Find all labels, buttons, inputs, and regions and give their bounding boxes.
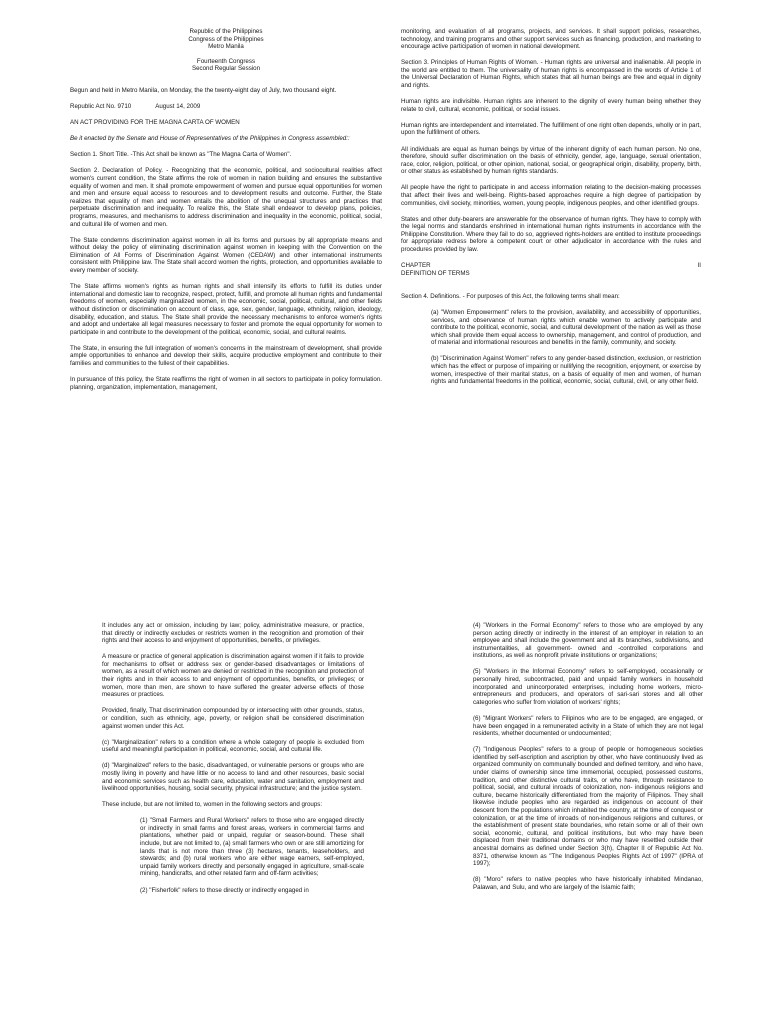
page1-right-column	[401, 28, 701, 394]
header-line: Congress of the Philippines	[188, 35, 264, 43]
paragraph-indivisible: Human rights are indivisible. Human rights are inherent to the dignity of every human being whether they relate to civil, cultural, economic, political, or social issues.	[401, 98, 701, 113]
header-line: Republic of the Philippines	[189, 28, 263, 35]
enacting-clause: Be it enacted by the Senate and House of Representatives of the Philippines in Congress assembled::	[70, 135, 350, 143]
document-page-2	[0, 600, 768, 1024]
paragraph-pursuance: In pursuance of this policy, the State reaffirms the right of women in all sectors to participate in policy formulation. planning, organization, implementation, management,	[70, 376, 382, 391]
page2-left-column	[102, 622, 364, 903]
header-line: Metro Manila	[208, 43, 244, 51]
page-gap	[0, 572, 768, 600]
paragraph: Provided, finally, That discrimination compounded by or intersecting with other grounds, status, or condition, such as ethnicity, age, poverty, or religion shall be considered discrimination against women under this Act.	[102, 707, 364, 730]
definition-d: (d) "Marginalized" refers to the basic, disadvantaged, or vulnerable persons or groups who are mostly living in poverty and have little or no access to land and other resources, basic social and economic services such as health care, education, water and sanitation, employment and livelihood opportunities, housing, social security, physical infrastructure; and the justice system.	[102, 762, 364, 793]
paragraph-accountable: States and other duty-bearers are answerable for the observance of human rights. They have to comply with the legal norms and standards enshrined in international human rights instruments in accordance with the Philippine Constitution. Where they fail to do so, aggrieved rights-holders are entitled to institute proceedings for appropriate redress before a competent court or other adjudicator in accordance with the rules and procedures provided by law.	[401, 215, 701, 254]
section-3: Section 3. Principles of Human Rights of Women. - Human rights are universal and inalienable. All people in the world are entitled to them. The universality of human rights is encompassed in the words of Article 1 of the Universal Declaration of Human Rights, which states that all human beings are free and equal in dignity and rights.	[401, 59, 701, 90]
header-line: Second Regular Session	[191, 65, 261, 73]
chapter-heading	[401, 262, 701, 270]
sector-item: (8) "Moro" refers to native peoples who have historically inhabited Mindanao, Palawan, and Sulu, and who are largely of the Islamic faith;	[473, 876, 703, 891]
paragraph: These include, but are not limited to, women in the following sectors and groups:	[102, 801, 323, 809]
paragraph: A measure or practice of general application is discrimination against women if it fails to provide for mechanisms to offset or address sex or gender-based disadvantages or limitations of women, as a result of which women are denied or restricted in the recognition and protection of their rights and in their access to and enjoyment of opportunities, benefits, or privileges; or women, more than men, are shown to have suffered the greater adverse effects of those measures or practices.	[102, 653, 364, 699]
chapter-title: DEFINITION OF TERMS	[401, 269, 470, 277]
sector-item: (4) "Workers in the Formal Economy" refers to those who are employed by any person acting directly or indirectly in the interest of an employer in relation to an employee and shall include the government and all its branches, subdivisions, and instrumentalities, all government- owned and -controlled corporations and institutions, as well as nonprofit private institutions or organizations;	[473, 622, 703, 660]
section-4: Section 4. Definitions. - For purposes of this Act, the following terms shall mean:	[401, 292, 620, 300]
paragraph: It includes any act or omission, including by law; policy, administrative measure, or practice, that directly or indirectly excludes or restricts women in the recognition and promotion of their rights and their access to and enjoyment of opportunities, benefits, or privileges.	[102, 622, 364, 645]
act-date: August 14, 2009	[155, 103, 201, 111]
paragraph-equal: All individuals are equal as human beings by virtue of the inherent dignity of each human person. No one, therefore, should suffer discrimination on the basis of ethnicity, gender, age, language, sexual orientation, race, color, religion, political, or other opinion, national, social, or geographical origin, disability, property, birth, or other status as established by human rights standards.	[401, 145, 701, 176]
paragraph-interdependent: Human rights are interdependent and interrelated. The fulfillment of one right often depends, wholly or in part, upon the fulfillment of others.	[401, 121, 701, 137]
chapter-number: II	[697, 262, 701, 270]
sector-item: (5) "Workers in the Informal Economy" refers to self-employed, occasionally or personally hired, subcontracted, paid and unpaid family workers in household incorporated and unincorporated enterprises, including home workers, micro-entrepreneurs and producers, and operators of sari-sari stores and all other categories who suffer from violation of workers' rights;	[473, 668, 703, 706]
act-meta-row	[70, 103, 382, 111]
section-1: Section 1. Short Title. -This Act shall be known as "The Magna Carta of Women".	[70, 151, 292, 159]
definition-b: (b) "Discrimination Against Women" refers to any gender-based distinction, exclusion, or restriction which has the effect or purpose of impairing or nullifying the recognition, enjoyment, or exercise by women, irrespective of their marital status, on a basis of equality of men and women, of human rights and fundamental freedoms in the political, economic, social, cultural, civil, or any other field.	[431, 355, 701, 386]
intro-paragraph: Begun and held in Metro Manila, on Monday, the the twenty-eight day of July, two thousand eight.	[70, 86, 337, 94]
paragraph-affirms: The State affirms women's rights as human rights and shall intensify its efforts to fulfill its duties under international and domestic law to recognize, respect, protect, fulfill, and promote all human rights and fundamental freedoms of women, especially marginalized women, in the economic, social, political, cultural, and other fields without distinction or discrimination on account of class, age, sex, gender, language, ethnicity, religion, ideology, disability, education, and status. The State shall provide the necessary mechanisms to enforce women's rights and adopt and undertake all legal measures necessary to foster and promote the equal opportunity for women to participate in and contribute to the development of the political, economic, social, and cultural realms.	[70, 283, 382, 336]
act-title: AN ACT PROVIDING FOR THE MAGNA CARTA OF WOMEN	[70, 119, 240, 127]
paragraph-continued: monitoring, and evaluation of all programs, projects, and services. It shall support policies, researches, technology, and training programs and other support services such as financing, production, and marketing to encourage active participation of women in national development.	[401, 28, 701, 51]
definition-c: (c) "Marginalization" refers to a condition where a whole category of people is excluded from useful and meaningful participation in political, economic, social, and cultural life.	[102, 738, 364, 754]
sector-item: (2) "Fisherfolk" refers to those directly or indirectly engaged in	[140, 886, 309, 894]
definition-a: (a) "Women Empowerment" refers to the provision, availability, and accessibility of opportunities, services, and observance of human rights which enable women to actively participate and contribute to the political, economic, social, and cultural development of the nation as well as those which shall provide them equal access to ownership, management, and control of production, and of material and informational resources and benefits in the family, community, and society.	[431, 308, 701, 347]
sector-item: (7) "Indigenous Peoples" refers to a group of people or homogeneous societies identified by self-ascription and ascription by other, who have continuously lived as organized community on communally bounded and defined territory, and who have, under claims of ownership since time immemorial, occupied, possessed customs, tradition, and other distinctive cultural traits, or who have, through resistance to political, social, and cultural inroads of colonization, non- indigenous religions and culture, became historically differentiated from the majority of Filipinos. They shall likewise include peoples who are regarded as indigenous on account of their descent from the populations which inhabited the country, at the time of conquest or colonization, or at the time of inroads of non-indigenous religions and cultures, or the establishment of present state boundaries, who retain some or all of their own social, economic, cultural, and political institutions, but who may have been displaced from their traditional domains or who may have resettled outside their ancestral domains as defined under Section 3(h), Chapter II of Republic Act No. 8371, otherwise known as "The Indigenous Peoples Rights Act of 1997" (IPRA of 1997);	[473, 746, 703, 868]
chapter-label: CHAPTER	[401, 262, 431, 270]
sector-item: (6) "Migrant Workers" refers to Filipinos who are to be engaged, are engaged, or have been engaged in a remunerated activity in a State of which they are not legal residents, whether documented or undocumented;	[473, 714, 703, 738]
header-line: Fourteenth Congress	[196, 57, 256, 65]
act-number: Republic Act No. 9710	[70, 103, 132, 111]
page1-left-column	[70, 28, 382, 400]
page2-right-column	[473, 622, 703, 900]
paragraph-condemns: The State condemns discrimination against women in all its forms and pursues by all appropriate means and without delay the policy of eliminating discrimination against women in keeping with the Convention on the Elimination of All Forms of Discrimination Against Women (CEDAW) and other international instruments consistent with Philippine law. The State shall accord women the rights, protection, and opportunities available to every member of society.	[70, 236, 382, 275]
section-2: Section 2. Declaration of Policy. - Recognizing that the economic, political, and sociocultural realities affect women's current condition, the State affirms the role of women in nation building and ensures the substantive equality of women and men. It shall promote empowerment of women and pursue equal opportunities for women and men and ensure equal access to resources and to development results and outcome. Further, the State realizes that equality of men and women entails the abolition of the unequal structures and practices that perpetuate discrimination and inequality. To realize this, the State shall endeavor to develop plans, policies, programs, measures, and mechanisms to address discrimination and inequality in the economic, political, social, and cultural life of women and men.	[70, 167, 382, 228]
sector-item: (1) "Small Farmers and Rural Workers" refers to those who are engaged directly or indirectly in small farms and forest areas, workers in commercial farms and plantations, whether paid or unpaid, regular or season-bound. These shall include, but are not limited to, (a) small farmers who own or are still amortizing for lands that is not more than three (3) hectares, tenants, leaseholders, and stewards; and (b) rural workers who are either wage earners, self-employed, unpaid family workers directly and personally engaged in agriculture, small-scale mining, handicrafts, and other related farm and off-farm activities;	[140, 817, 364, 878]
paragraph-ensuring: The State, in ensuring the full integration of women's concerns in the mainstream of development, shall provide ample opportunities to enhance and develop their skills, acquire productive employment and contribute to their families and communities to the fullest of their capabilities.	[70, 344, 382, 367]
paragraph-participate: All people have the right to participate in and access information relating to the decision-making processes that affect their lives and well-being. Rights-based approaches require a high degree of participation by communities, civil society, minorities, women, young people, indigenous peoples, and other identified groups.	[401, 184, 701, 207]
